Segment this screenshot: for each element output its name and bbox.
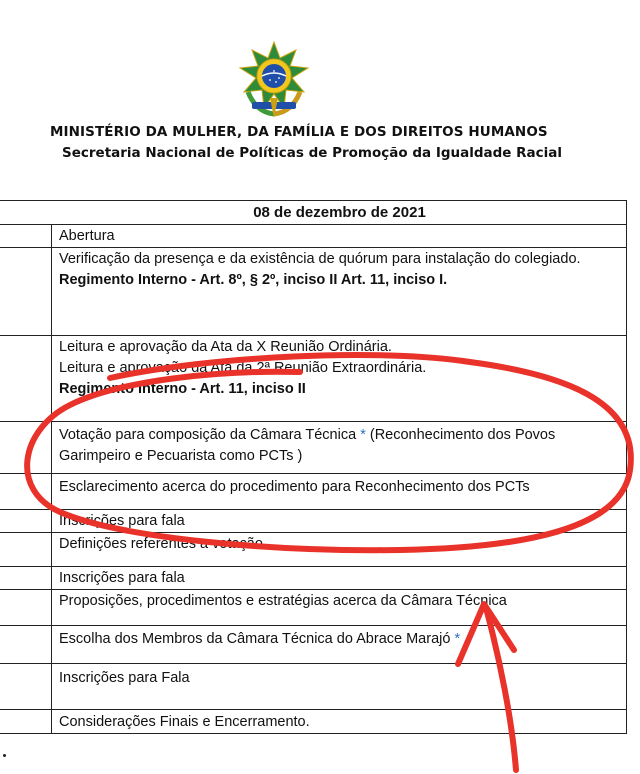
- ministry-title: MINISTÉRIO DA MULHER, DA FAMÍLIA E DOS DIREITOS HUMANOS: [50, 124, 548, 140]
- asterisk-mark: *: [450, 631, 461, 647]
- brazil-coat-of-arms-icon: [234, 40, 314, 120]
- agenda-item: Escolha dos Membros da Câmara Técnica do Abrace Marajó *: [52, 626, 627, 664]
- item-number-cell: [0, 474, 52, 510]
- item-number-cell: [0, 567, 52, 590]
- item-number-cell: [0, 590, 52, 626]
- item-number-cell: [0, 510, 52, 533]
- item-number-cell: [0, 248, 52, 336]
- agenda-item: Leitura e aprovação da Ata da X Reunião Ordinária. Leitura e aprovação da Ata da 2ª Reunião Extraordinária. Regimento Interno - Art. 11, inciso II: [52, 336, 627, 422]
- agenda-date-row: [0, 201, 627, 225]
- agenda-item: Definições referentes a votação.: [52, 533, 627, 567]
- table-row: [0, 225, 627, 248]
- agenda-item: Inscrições para fala: [52, 510, 627, 533]
- item-number-cell: [0, 533, 52, 567]
- table-row: [0, 664, 627, 710]
- agenda-item: Esclarecimento acerca do procedimento para Reconhecimento dos PCTs: [52, 474, 627, 510]
- item-number-cell: [0, 422, 52, 474]
- table-row: [0, 248, 627, 336]
- stray-mark: [3, 754, 6, 757]
- asterisk-mark: *: [360, 427, 366, 443]
- secretariat-title: Secretaria Nacional de Políticas de Promoção da Igualdade Racial: [62, 145, 563, 161]
- agenda-table: [0, 200, 627, 734]
- table-row: [0, 336, 627, 422]
- item-number-cell: [0, 225, 52, 248]
- table-row: [0, 422, 627, 474]
- item-number-cell: [0, 626, 52, 664]
- agenda-item: Abertura: [52, 225, 627, 248]
- item-number-cell: [0, 710, 52, 734]
- table-row: [0, 474, 627, 510]
- agenda-item: Inscrições para Fala: [52, 664, 627, 710]
- table-row: [0, 510, 627, 533]
- table-row: [0, 626, 627, 664]
- table-row: [0, 590, 627, 626]
- item-number-cell: [0, 336, 52, 422]
- agenda-item: Inscrições para fala: [52, 567, 627, 590]
- table-row: [0, 710, 627, 734]
- agenda-item: Considerações Finais e Encerramento.: [52, 710, 627, 734]
- agenda-item: Verificação da presença e da existência de quórum para instalação do colegiado. Regimento Interno - Art. 8º, § 2º, inciso II Art. 11, inciso I.: [52, 248, 627, 336]
- item-number-cell: [0, 664, 52, 710]
- agenda-item: Proposições, procedimentos e estratégias acerca da Câmara Técnica: [52, 590, 627, 626]
- table-row: [0, 533, 627, 567]
- agenda-date: 08 de dezembro de 2021: [0, 201, 627, 225]
- agenda-item: Votação para composição da Câmara Técnica * (Reconhecimento dos Povos Garimpeiro e Pecuarista como PCTs ): [52, 422, 627, 474]
- table-row: [0, 567, 627, 590]
